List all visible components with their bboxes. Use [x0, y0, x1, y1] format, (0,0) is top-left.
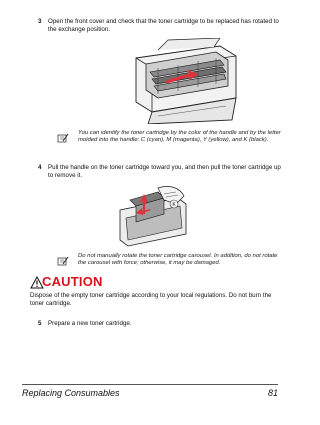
footer-section-title: Replacing Consumables — [22, 388, 120, 398]
figure-printer-open-cover — [128, 38, 240, 124]
step-4 — [38, 164, 286, 182]
step-text: Prepare a new toner cartridge. — [48, 320, 132, 327]
handle-letter: K — [172, 202, 176, 208]
footer-rule — [22, 384, 278, 385]
caution-title: CAUTION — [42, 274, 103, 289]
caution-text: Dispose of the empty toner cartridge according to your local regulations. Do not burn the toner cartridge. — [30, 292, 272, 307]
note-icon-2 — [57, 253, 69, 263]
note-icon-1 — [57, 130, 69, 140]
note-text-2: Do not manually rotate the toner cartridge carousel. In addition, do not rotate the carousel with force; otherwise, it may be damaged. — [78, 253, 278, 267]
page-number: 81 — [267, 388, 278, 398]
step-text: Pull the handle on the toner cartridge toward you, and then pull the toner cartridge up to remove it. — [48, 164, 281, 179]
step-number: 5 — [38, 320, 42, 327]
figure-remove-cartridge — [118, 184, 188, 248]
remove-cartridge-illustration — [118, 184, 188, 248]
step-text: Open the front cover and check that the toner cartridge to be replaced has rotated to the exchange position. — [48, 18, 279, 33]
step-5 — [38, 320, 286, 330]
step-3 — [38, 18, 286, 36]
step-number: 3 — [38, 18, 42, 25]
printer-open-illustration — [128, 38, 240, 124]
note-text-1: You can identify the toner cartridge by the color of the handle and by the letter molded into the handle: C (cyan), M (magenta), Y (yellow), and K (black). — [78, 130, 281, 144]
step-number: 4 — [38, 164, 42, 171]
